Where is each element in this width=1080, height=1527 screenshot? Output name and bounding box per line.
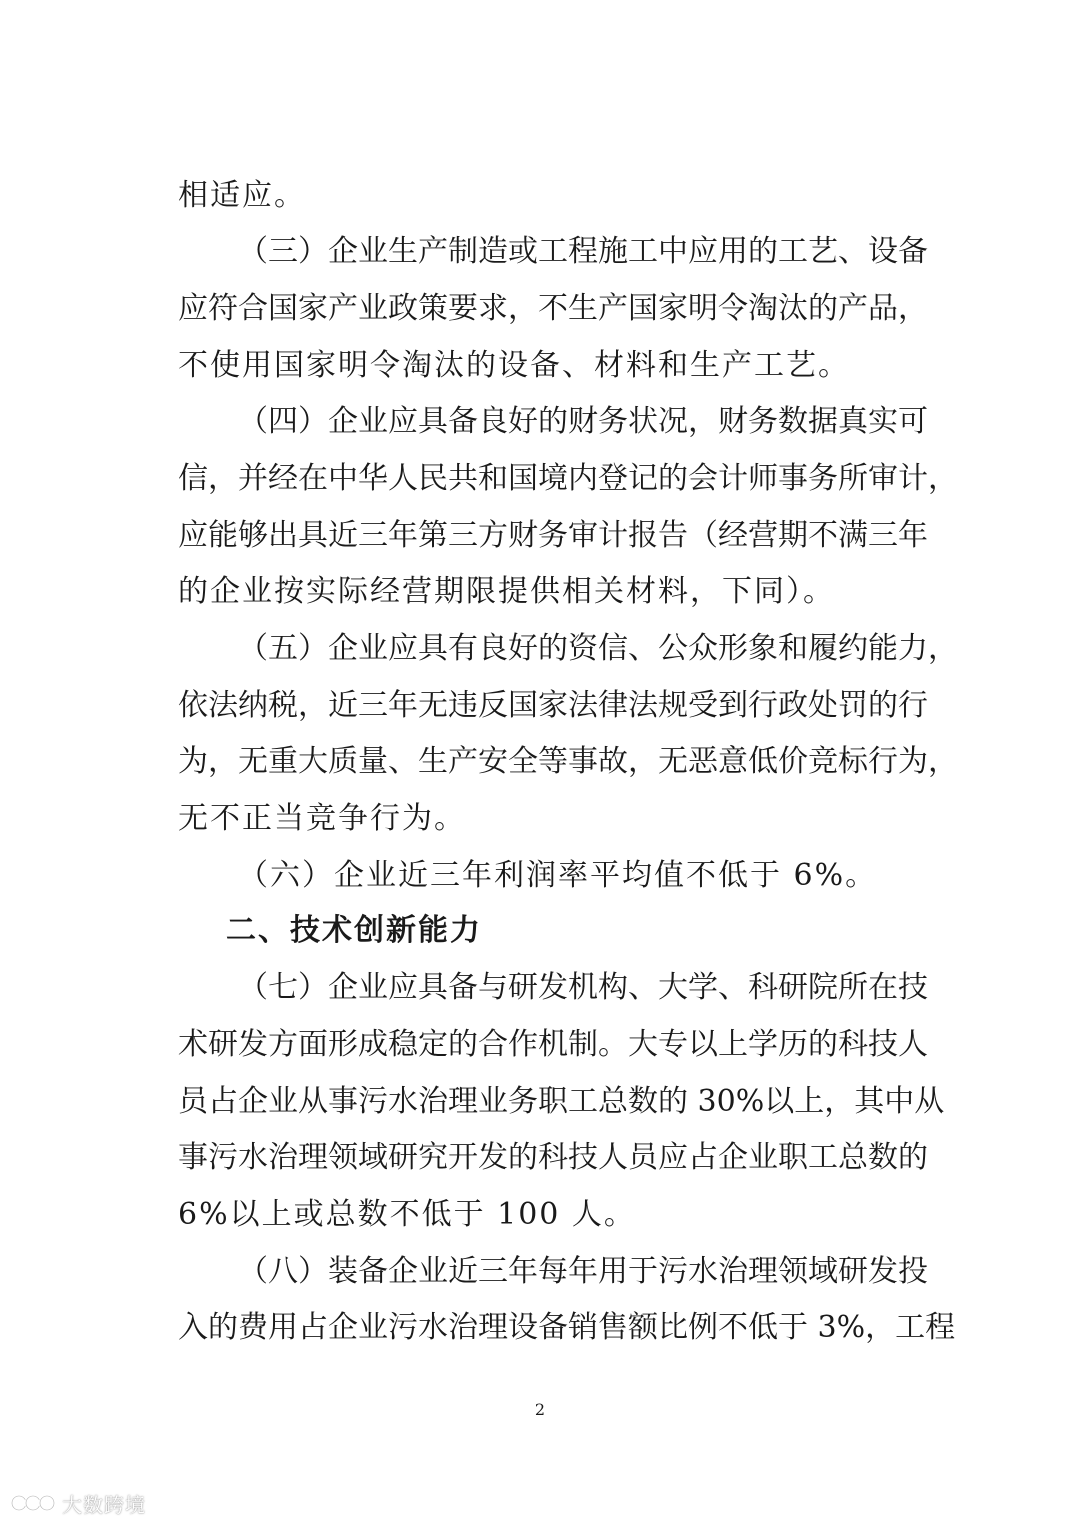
section-heading: 二、技术创新能力 xyxy=(226,913,482,948)
paragraph-8-line: （八）装备企业近三年每年用于污水治理领域研发投 xyxy=(238,1254,928,1289)
text-line: 事污水治理领域研究开发的科技人员应占企业职工总数的 xyxy=(178,1140,928,1175)
paragraph-3-line: （三）企业生产制造或工程施工中应用的工艺、设备 xyxy=(238,234,928,269)
text-line: 不使用国家明令淘汰的设备、材料和生产工艺。 xyxy=(178,348,850,383)
watermark-text: 大数跨境 xyxy=(62,1492,146,1517)
paragraph-4-line: （四）企业应具备良好的财务状况，财务数据真实可 xyxy=(238,404,928,439)
text-line: 应符合国家产业政策要求，不生产国家明令淘汰的产品， xyxy=(178,291,928,326)
watermark-logo-icon xyxy=(10,1491,56,1515)
text-line: 为，无重大质量、生产安全等事故，无恶意低价竞标行为， xyxy=(178,744,958,779)
text-line: 相适应。 xyxy=(178,178,306,213)
text-line: 的企业按实际经营期限提供相关材料，下同）。 xyxy=(178,574,835,609)
text-line: 入的费用占企业污水治理设备销售额比例不低于 3%，工程 xyxy=(178,1310,956,1345)
page-number: 2 xyxy=(534,1400,546,1419)
text-line: 依法纳税，近三年无违反国家法律法规受到行政处罚的行 xyxy=(178,688,928,723)
paragraph-7-line: （七）企业应具备与研发机构、大学、科研院所在技 xyxy=(238,970,928,1005)
paragraph-5-line: （五）企业应具有良好的资信、公众形象和履约能力， xyxy=(238,631,958,666)
text-line: 应能够出具近三年第三方财务审计报告（经营期不满三年 xyxy=(178,518,928,553)
text-line: 术研发方面形成稳定的合作机制。大专以上学历的科技人 xyxy=(178,1027,928,1062)
text-line: 无不正当竞争行为。 xyxy=(178,801,466,836)
text-line: 6%以上或总数不低于 100 人。 xyxy=(178,1197,636,1232)
paragraph-6-line: （六）企业近三年利润率平均值不低于 6%。 xyxy=(238,858,878,893)
text-line: 信，并经在中华人民共和国境内登记的会计师事务所审计， xyxy=(178,461,958,496)
text-line: 员占企业从事污水治理业务职工总数的 30%以上，其中从 xyxy=(178,1084,945,1119)
watermark xyxy=(10,1488,146,1518)
